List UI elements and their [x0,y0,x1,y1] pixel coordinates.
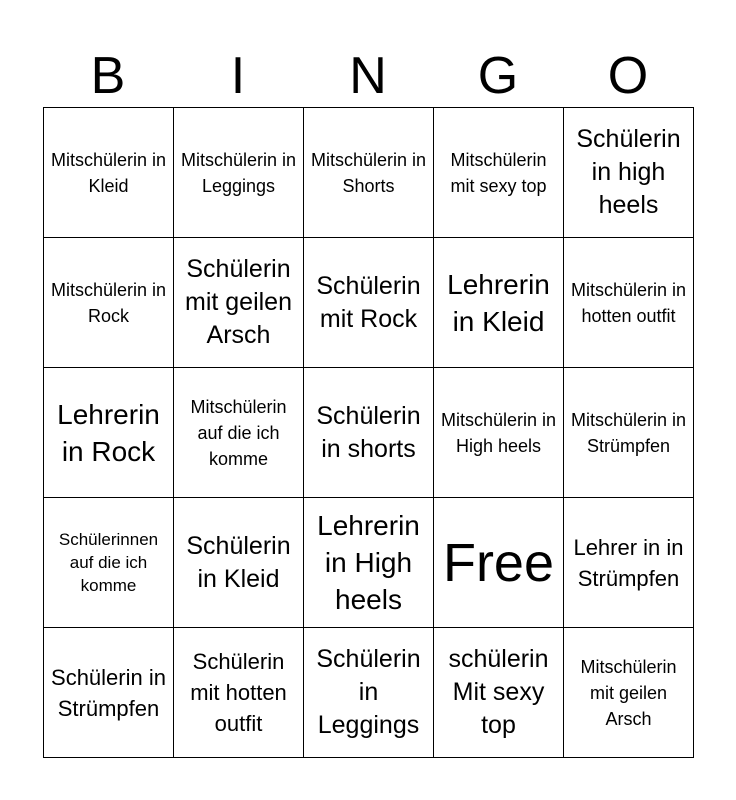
bingo-cell[interactable]: Lehrer in in Strümpfen [564,498,694,628]
header-letter-n: N [349,47,387,105]
bingo-cell[interactable]: Mitschülerin mit sexy top [434,108,564,238]
board-row [44,498,694,628]
header-letter-i: I [230,47,246,105]
bingo-cell[interactable]: Mitschülerin in Rock [44,238,174,368]
bingo-cell[interactable]: Mitschülerin mit geilen Arsch [564,628,694,758]
header-letter-b: B [90,47,126,105]
free-space-cell[interactable]: Free [434,498,564,628]
bingo-cell[interactable]: Schülerin in shorts [304,368,434,498]
bingo-cell[interactable]: Schülerin mit hotten outfit [174,628,304,758]
bingo-cell[interactable]: Mitschülerin in High heels [434,368,564,498]
bingo-cell[interactable]: schülerin Mit sexy top [434,628,564,758]
bingo-cell[interactable]: Mitschülerin in Leggings [174,108,304,238]
board-row [44,238,694,368]
bingo-cell[interactable]: Lehrerin in Rock [44,368,174,498]
header-letter-g: G [477,47,519,105]
bingo-cell[interactable]: Mitschülerin in Shorts [304,108,434,238]
bingo-board [43,107,694,758]
bingo-header [43,44,693,108]
bingo-cell[interactable]: Mitschülerin in hotten outfit [564,238,694,368]
bingo-cell[interactable]: Schülerin in Kleid [174,498,304,628]
header-letter-o: O [607,47,649,105]
board-row [44,368,694,498]
bingo-cell[interactable]: Schülerin mit geilen Arsch [174,238,304,368]
bingo-cell[interactable]: Mitschülerin auf die ich komme [174,368,304,498]
bingo-cell[interactable]: Schülerin in high heels [564,108,694,238]
bingo-cell[interactable]: Schülerin in Strümpfen [44,628,174,758]
board-row [44,628,694,758]
bingo-cell[interactable]: Lehrerin in High heels [304,498,434,628]
bingo-cell[interactable]: Schülerin mit Rock [304,238,434,368]
bingo-cell[interactable]: Schülerin in Leggings [304,628,434,758]
bingo-cell[interactable]: Mitschülerin in Kleid [44,108,174,238]
board-row [44,108,694,238]
bingo-cell[interactable]: Schülerinnen auf die ich komme [44,498,174,628]
bingo-cell[interactable]: Mitschülerin in Strümpfen [564,368,694,498]
bingo-cell[interactable]: Lehrerin in Kleid [434,238,564,368]
